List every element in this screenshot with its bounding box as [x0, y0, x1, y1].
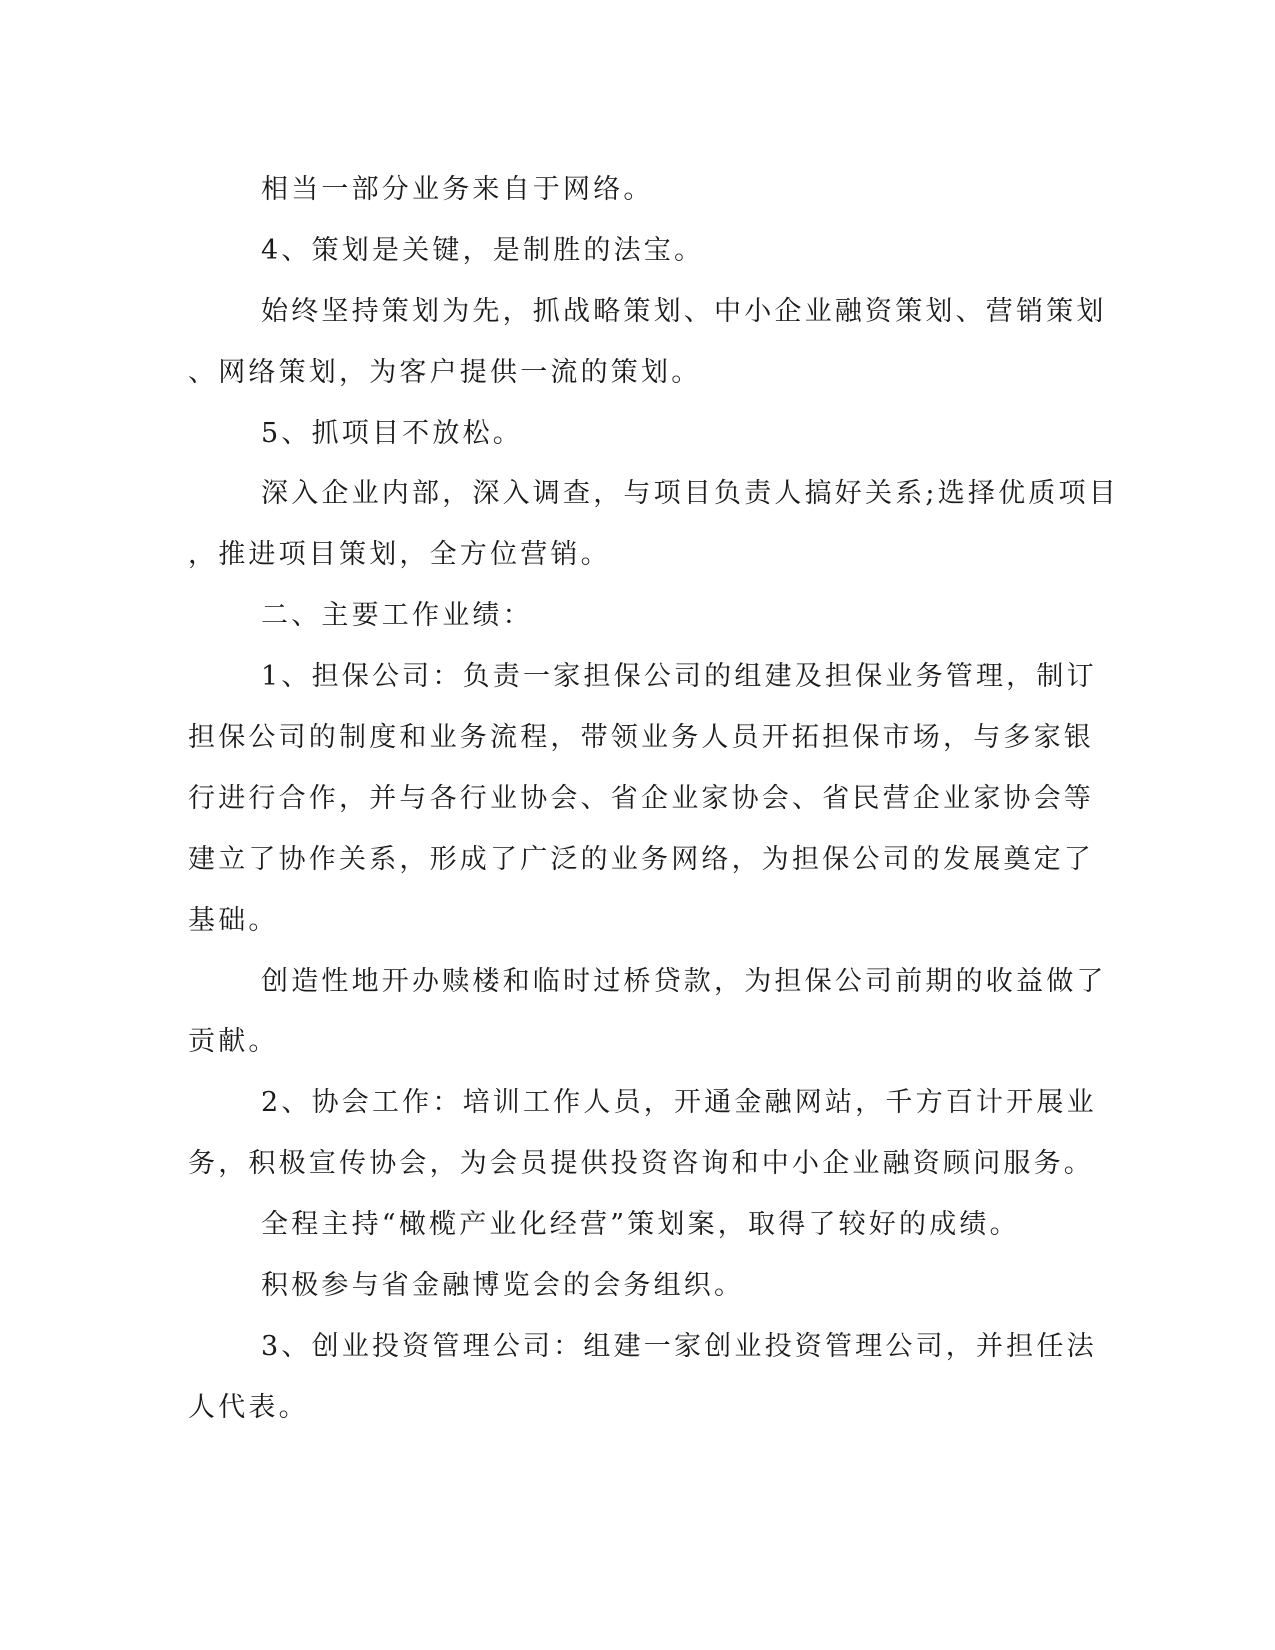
text-line: 深入企业内部，深入调查，与项目负责人搞好关系;选择优质项目 [261, 478, 1119, 510]
text-line: 始终坚持策划为先，抓战略策划、中小企业融资策划、营销策划 [261, 295, 1107, 327]
text-line: 担保公司的制度和业务流程，带领业务人员开拓担保市场，与多家银 [188, 722, 1094, 754]
text-line: 相当一部分业务来自于网络。 [261, 174, 654, 205]
text-line: 务，积极宣传协会，为会员提供投资咨询和中小企业融资顾问服务。 [188, 1148, 1094, 1180]
text-line: 4、策划是关键，是制胜的法宝。 [261, 234, 705, 266]
text-line: 行进行合作，并与各行业协会、省企业家协会、省民营企业家协会等 [188, 782, 1094, 814]
text-line: 、网络策划，为客户提供一流的策划。 [188, 356, 702, 388]
text-line: 5、抓项目不放松。 [261, 417, 523, 449]
section-heading: 二、主要工作业绩： [261, 600, 533, 632]
text-line: 3、创业投资管理公司：组建一家创业投资管理公司，并担任法 [261, 1330, 1097, 1362]
text-line: 创造性地开办赎楼和临时过桥贷款，为担保公司前期的收益做了 [261, 965, 1107, 997]
text-line: 2、协会工作：培训工作人员，开通金融网站，千方百计开展业 [261, 1087, 1097, 1119]
text-line: 贡献。 [188, 1026, 279, 1058]
document-body [188, 160, 1119, 1439]
text-line: 基础。 [188, 904, 279, 936]
text-line: 积极参与省金融博览会的会务组织。 [261, 1270, 745, 1302]
text-line: 建立了协作关系，形成了广泛的业务网络，为担保公司的发展奠定了 [188, 843, 1094, 875]
text-line: ，推进项目策划，全方位营销。 [188, 539, 611, 571]
text-line: 1、担保公司：负责一家担保公司的组建及担保业务管理，制订 [261, 661, 1097, 693]
text-line: 人代表。 [188, 1391, 309, 1423]
text-line: 全程主持“橄榄产业化经营”策划案，取得了较好的成绩。 [261, 1209, 1020, 1241]
